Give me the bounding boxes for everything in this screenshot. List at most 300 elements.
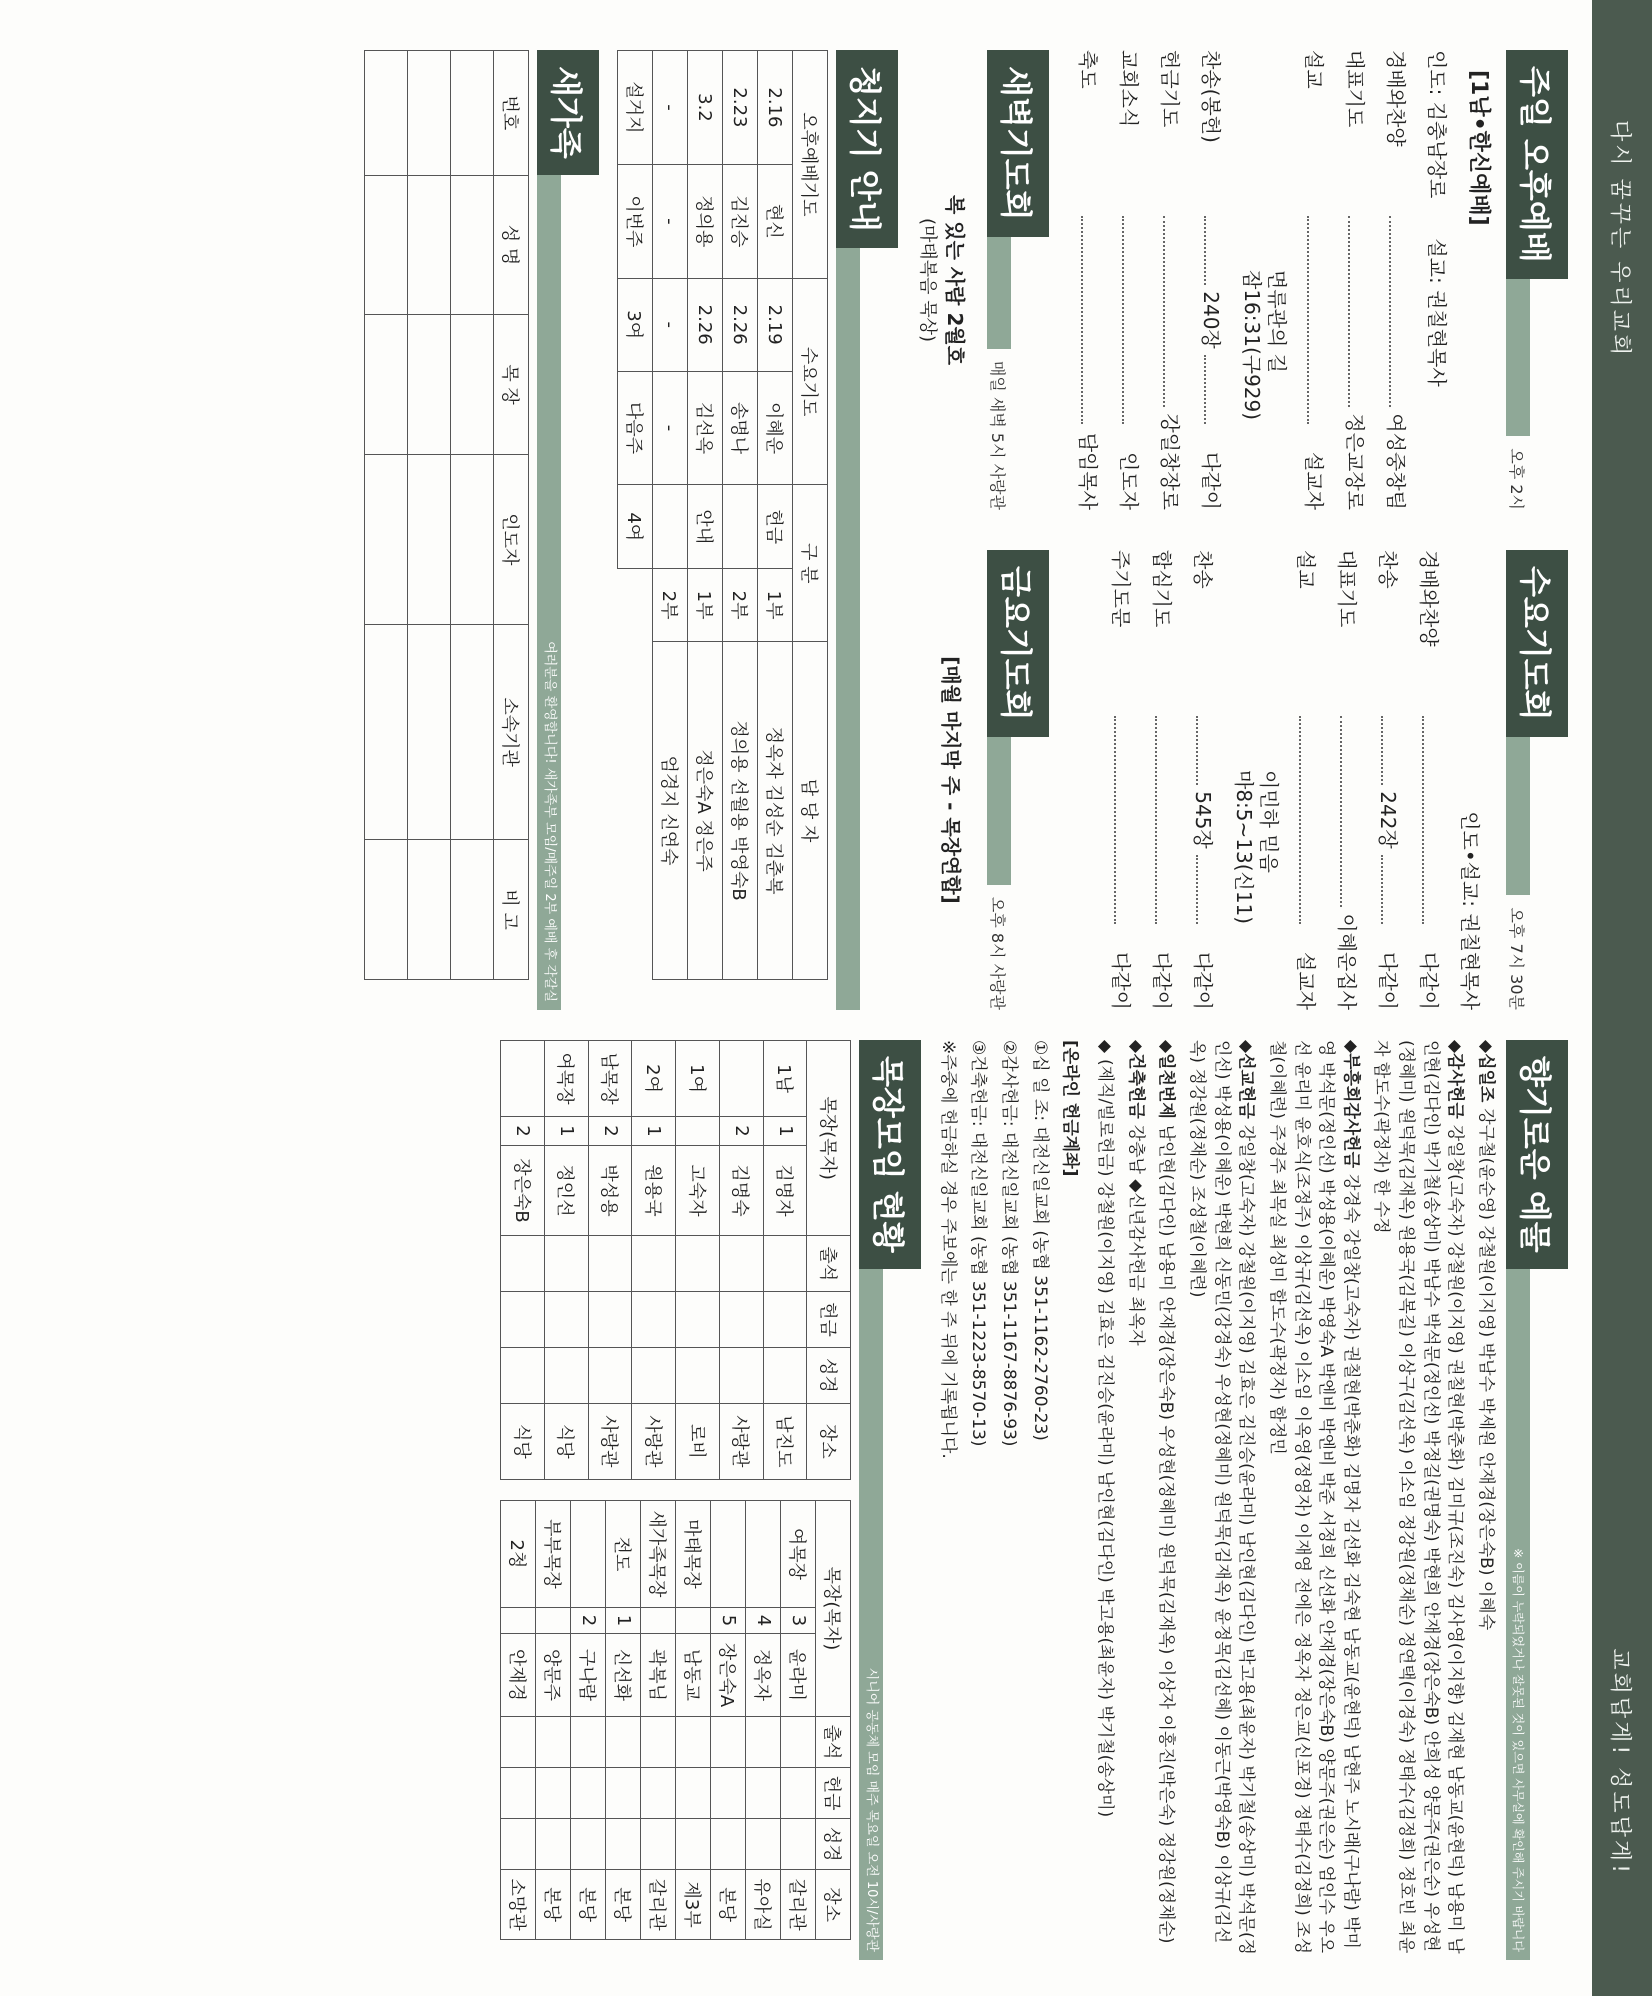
order-label: 주기도문 xyxy=(1109,550,1133,628)
order-value: 정은교장로 xyxy=(1343,413,1367,510)
mokjang-banner: 시니어 공동체 모임 매주 목요일 오전 10시/사랑관 xyxy=(859,1269,883,1960)
dawn-text: 복 있는 사람 2월호 xyxy=(943,194,967,366)
mokjang-cell xyxy=(571,1501,606,1608)
roles-cell: 2.26 xyxy=(723,278,758,371)
mokjang-cell: 2 xyxy=(588,1117,632,1146)
order-value: 다같이 xyxy=(1109,952,1133,1010)
mokjang-row xyxy=(588,1041,632,1480)
newcomer-cell xyxy=(365,315,408,455)
roles-side-row xyxy=(618,51,653,980)
mokjang-cell xyxy=(746,1819,781,1870)
mokjang-cell xyxy=(781,1819,816,1870)
order-value: 다같이 xyxy=(1376,952,1400,1010)
roles-cell: - xyxy=(653,371,688,485)
order-value: 이혜운집사 xyxy=(1335,913,1359,1010)
mokjang-cell: 사랑관 xyxy=(588,1403,632,1479)
order-row xyxy=(1375,550,1404,1010)
roles-side-cell: 3여 xyxy=(618,278,653,371)
mokjang-cell: 고숙자 xyxy=(676,1145,720,1236)
roles-table xyxy=(617,50,828,980)
offering-item xyxy=(1123,1040,1148,1960)
order-row xyxy=(1383,50,1412,510)
prayer-row xyxy=(916,50,1043,1010)
order-label: 설교 xyxy=(1302,50,1326,89)
order-label: 경배와찬양 xyxy=(1417,550,1441,647)
mokjang-cell: 5 xyxy=(711,1607,746,1633)
offering-names: 강일창(고숙자) 강철원(이지영) 김효은 김진승(윤라미) 남인현(김다인) 박고용(최윤자) 박기철(송상미) 박석문(정인선) 박성용(이혜운) 박현희 신동민(강경숙) 우성현(정혜미) 원덕묵(김재옥) 윤정목(김선혜) 이동근(박영숙B) 이상규(김선옥) 정강원(정채순) 조성철(이혜련) xyxy=(1186,1040,1257,1955)
order-value: 다같이 xyxy=(1191,952,1215,1010)
newcomer-cell xyxy=(365,51,408,176)
newcomer-cell xyxy=(365,840,408,980)
sunday-pm-order xyxy=(1075,50,1412,510)
mokjang-row xyxy=(501,1041,545,1480)
order-label: 설교 xyxy=(1294,550,1318,589)
newcomer-cell xyxy=(408,454,451,624)
dawn-place: 사랑관 xyxy=(988,463,1007,510)
title-bar xyxy=(836,248,860,1010)
offering-kind: ◆감사헌금 xyxy=(1445,1040,1466,1125)
offering-list xyxy=(1092,1040,1498,1960)
dawn-section xyxy=(916,50,1043,510)
mokjang-cell xyxy=(536,1607,571,1633)
mokjang-row xyxy=(501,1501,536,1940)
mokjang-cell xyxy=(711,1501,746,1608)
roles-cell: 1부 xyxy=(758,568,793,641)
mokjang-row xyxy=(719,1041,763,1480)
roles-cell: 김선옥 xyxy=(688,371,723,485)
mokjang-cell xyxy=(711,1768,746,1819)
mokjang-cell xyxy=(606,1768,641,1819)
mokjang-cell xyxy=(501,1041,545,1117)
mokjang-cell: 윤라미 xyxy=(781,1634,816,1717)
mokjang-row xyxy=(544,1041,588,1480)
mokjang-cell: 김명자 xyxy=(763,1145,807,1236)
order-dots xyxy=(1114,716,1137,924)
order-value: 인도자 xyxy=(1117,452,1141,510)
offering-item xyxy=(1092,1040,1117,1960)
bank-line: ②감사헌금: 대전신일교회 (농협 351-1167-8876-93) xyxy=(999,1040,1020,1447)
mokjang-cell xyxy=(676,1236,720,1292)
mokjang-cell xyxy=(536,1819,571,1870)
newcomer-title-text: 새가족 xyxy=(537,50,599,175)
newcomer-cell xyxy=(451,624,494,839)
roles-cell: 송명나 xyxy=(723,371,758,485)
friday-title-text: 금요기도회 xyxy=(987,550,1049,737)
mokjang-cell xyxy=(606,1716,641,1767)
mokjang-cell: 1 xyxy=(632,1117,676,1146)
order-dots xyxy=(1196,855,1219,924)
offering-title xyxy=(1506,1040,1562,1960)
mokjang-cell: 부부목장 xyxy=(536,1501,571,1608)
mokjang-cell: 제3부 xyxy=(676,1870,711,1940)
bank-title: [온라인 헌금계좌] xyxy=(1060,1040,1081,1177)
newcomer-row xyxy=(408,51,451,980)
roles-cell: 헌금 xyxy=(758,485,793,569)
mokjang-cell xyxy=(746,1501,781,1608)
roles-cell xyxy=(723,485,758,569)
offering-names: 강경숙 강일창(고숙자) 권칠현(박춘화) 김명자 김선화 김숙현 남동교(윤현덕) 남현주 노시래(구나람) 박미영 박석문(정인선) 박성용(이혜운) 박영숙A 박엔비 박엔비 박준 서정희 신선화 안재경(장은숙B) 양문주(권은순) 엄인수 우오선 윤리미 윤호식(조정주) 이상규(김선옥) 이소임 이옥영(정영자) 이재영 전에은 정옥자 정은교(신포경) 정태수(김정희) 조성철(이혜련) 주경주 최목실 최성미 함도수(곽정자) 함정민 xyxy=(1266,1040,1361,1955)
mokjang-header-cell: 헌금 xyxy=(807,1292,851,1348)
mokjang-header-cell: 장소 xyxy=(807,1403,851,1479)
order-dots xyxy=(1381,855,1404,924)
friday-time xyxy=(987,897,1010,1010)
order-label: 합심기도 xyxy=(1150,550,1174,628)
mokjang-cell: 2청 xyxy=(501,1501,536,1608)
mokjang-cell: 본당 xyxy=(711,1870,746,1940)
wednesday-time: 오후 7시 30분 xyxy=(1507,907,1526,1010)
mokjang-cell: 2 xyxy=(571,1607,606,1633)
offering-kind: ◆일천번제 xyxy=(1156,1040,1177,1125)
preacher: 설교: 권칠현목사 xyxy=(1425,238,1449,387)
title-bar xyxy=(987,237,1011,349)
mokjang-cell xyxy=(676,1607,711,1633)
mokjang-cell: 유아실 xyxy=(746,1870,781,1940)
mokjang-cell: 남동교 xyxy=(676,1634,711,1717)
roles-header-cell: 담 당 자 xyxy=(793,642,828,980)
title-bar xyxy=(1506,279,1530,437)
mokjang-cell xyxy=(501,1768,536,1819)
offering-names: 강일창(고숙자) 강철원(이지영) 권칠현(박춘화) 김미규(조진숙) 김사영(이지향) 김재현 남동교(윤현덕) 남용미 남인현(김다인) 박기철(송상미) 박남수 박석문(정인선) 박정길(권명숙) 박현희 안재경(장은숙B) 안희성 양문주(권은순) 우성현(정혜미) 원덕묵(김재옥) 원용국(김복길) 이상구(김선옥) 이소임 정강원(정채순) 정연택(이경숙) 정태수(김정희) 정호빈 최윤자 함도수(곽정자) 한 수정 xyxy=(1371,1040,1466,1954)
order-dots xyxy=(1081,216,1104,424)
mokjang-cell xyxy=(632,1347,676,1403)
mokjang-row xyxy=(571,1501,606,1940)
mokjang-cell: 박성용 xyxy=(588,1145,632,1236)
roles-cell: - xyxy=(653,278,688,371)
order-label: 헌금기도 xyxy=(1158,50,1182,128)
mokjang-header-cell: 성경 xyxy=(816,1819,851,1870)
mokjang-cell xyxy=(763,1236,807,1292)
mokjang-row xyxy=(641,1501,676,1940)
order-dots xyxy=(1389,216,1412,407)
newcomer-cell xyxy=(365,454,408,624)
newcomer-table xyxy=(364,50,529,980)
roles-cell: - xyxy=(653,51,688,165)
newcomer-cell xyxy=(451,51,494,176)
mokjang-header-cell: 장소 xyxy=(816,1870,851,1940)
mokjang-cell xyxy=(501,1292,545,1348)
mokjang-cell: 2 xyxy=(501,1117,545,1146)
mokjang-cell: 4 xyxy=(746,1607,781,1633)
offering-names: (제직/빌로헌금) 강철원(이지영) 김효은 김진승(윤라미) 남인현(김다인) 박고용(최윤자) 박기철(송상미) xyxy=(1095,1059,1116,1818)
roles-cell: 2.16 xyxy=(758,51,793,165)
services-row xyxy=(1063,50,1562,1010)
roles-cell: 1부 xyxy=(688,568,723,641)
newcomer-cell xyxy=(451,315,494,455)
order-value: 강일창장로 xyxy=(1158,413,1182,510)
order-dots xyxy=(1348,216,1371,407)
newcomer-header-cell: 인도자 xyxy=(494,454,529,624)
mokjang-row xyxy=(676,1041,720,1480)
mokjang-header-cell: 출석 xyxy=(807,1236,851,1292)
mokjang-cell: 1 xyxy=(544,1117,588,1146)
offering-kind: ◆십일조 xyxy=(1476,1040,1496,1109)
roles-header-row xyxy=(793,51,828,980)
roles-cell: 정의용 xyxy=(688,164,723,278)
wednesday-title xyxy=(1506,550,1562,1010)
roles-cell: 2.23 xyxy=(723,51,758,165)
offering-names: 남인현(김다인) 남용미 안재경(장은숙B) 우성현(정혜미) 원덕묵(김재옥) 이상자 이홍진(박은숙) 정강원(정채순) xyxy=(1156,1124,1177,1944)
mokjang-cell: 1 xyxy=(763,1117,807,1146)
roles-cell: 이혜운 xyxy=(758,371,793,485)
mokjang-cell xyxy=(501,1607,536,1633)
order-value: 다같이 xyxy=(1417,952,1441,1010)
mokjang-cell xyxy=(501,1819,536,1870)
mokjang-cell xyxy=(676,1117,720,1146)
title-bar xyxy=(1506,737,1530,896)
order-label: 찬송 xyxy=(1376,550,1400,589)
roles-cell: 정옥자 김성순 김춘복 xyxy=(758,642,793,980)
mokjang-cell xyxy=(711,1819,746,1870)
mokjang-cell: 양문주 xyxy=(536,1634,571,1717)
order-label: 찬송 xyxy=(1191,550,1215,589)
newcomer-cell xyxy=(451,175,494,315)
mokjang-header-row xyxy=(807,1041,851,1480)
mokjang-cell: 로비 xyxy=(676,1403,720,1479)
title-bar xyxy=(987,737,1011,885)
order-row xyxy=(1075,50,1104,510)
mokjang-cell xyxy=(544,1292,588,1348)
newcomer-header-cell: 성 명 xyxy=(494,175,529,315)
mokjang-cell xyxy=(641,1768,676,1819)
order-value: 설교자 xyxy=(1302,452,1326,510)
wednesday-order xyxy=(1108,550,1445,1010)
newcomer-title xyxy=(537,50,593,1010)
mokjang-cell: 갈리관 xyxy=(781,1870,816,1940)
mokjang-cell: 소망관 xyxy=(501,1870,536,1940)
mokjang-cell xyxy=(632,1292,676,1348)
newcomer-cell xyxy=(408,51,451,176)
order-row xyxy=(1198,50,1227,510)
mokjang-cell: 여목장 xyxy=(544,1041,588,1117)
wednesday-leader-row xyxy=(1457,550,1486,1010)
mokjang-cell xyxy=(588,1292,632,1348)
mokjang-header-cell: 헌금 xyxy=(816,1768,851,1819)
order-row xyxy=(1149,550,1178,1010)
mokjang-cell: 2 xyxy=(719,1117,763,1146)
order-row xyxy=(1416,550,1445,1010)
mokjang-cell: 김명숙 xyxy=(719,1145,763,1236)
roles-row xyxy=(723,51,758,980)
offering-kind: ◆부흥회감사헌금 xyxy=(1340,1040,1361,1174)
mokjang-cell xyxy=(544,1236,588,1292)
mokjang-cell xyxy=(676,1716,711,1767)
mokjang-cell: 2여 xyxy=(632,1041,676,1117)
newcomer-header-row xyxy=(494,51,529,980)
roles-cell: 2.26 xyxy=(688,278,723,371)
order-row xyxy=(1157,50,1186,510)
mokjang-cell xyxy=(781,1716,816,1767)
mokjang-row xyxy=(763,1041,807,1480)
sermon-text: 잠16:31(구929) xyxy=(1240,270,1264,421)
mokjang-cell xyxy=(588,1347,632,1403)
newcomer-cell xyxy=(408,840,451,980)
mokjang-cell: 새가족목장 xyxy=(641,1501,676,1608)
mokjang-cell: 구나람 xyxy=(571,1634,606,1717)
mokjang-cell: 장은숙A xyxy=(711,1634,746,1717)
mokjang-cell: 장은숙B xyxy=(501,1145,545,1236)
mokjang-header-cell: 성경 xyxy=(807,1347,851,1403)
mokjang-cell xyxy=(571,1819,606,1870)
mokjang-cell xyxy=(501,1716,536,1767)
header-band xyxy=(1592,0,1652,1996)
sunday-pm-section xyxy=(1063,50,1562,510)
mokjang-cell xyxy=(711,1716,746,1767)
newcomer-cell xyxy=(408,315,451,455)
sermon-text: 마8:5~13(신11) xyxy=(1232,770,1256,925)
mokjang-cell: 1 xyxy=(606,1607,641,1633)
order-value: 다같이 xyxy=(1150,952,1174,1010)
order-value: 여성중창팀 xyxy=(1384,413,1408,510)
mokjang-cell: 1남 xyxy=(763,1041,807,1117)
offering-kind: ◆ xyxy=(1095,1040,1116,1059)
mokjang-cell: 사랑관 xyxy=(719,1403,763,1479)
order-value: 다같이 xyxy=(1199,452,1223,510)
roles-row xyxy=(653,51,688,980)
order-label: 교회소식 xyxy=(1117,50,1141,128)
mokjang-table-right xyxy=(500,1500,851,1940)
left-column xyxy=(364,50,1562,1010)
roles-cell: 정은숙A 정은주 xyxy=(688,642,723,980)
mokjang-cell xyxy=(588,1236,632,1292)
order-hymn: 242장 xyxy=(1376,791,1400,849)
order-label: 경배와찬양 xyxy=(1384,50,1408,147)
mokjang-cell: 식당 xyxy=(501,1403,545,1479)
mokjang-cell xyxy=(632,1236,676,1292)
mokjang-cell: 본당 xyxy=(536,1870,571,1940)
offering-item xyxy=(1154,1040,1179,1960)
order-label: 찬송(봉헌) xyxy=(1199,50,1223,143)
header-left-text: 다시 꿈꾸는 우리교회 xyxy=(1607,120,1633,359)
roles-header-cell: 수요기도 xyxy=(793,278,828,485)
mokjang-cell xyxy=(571,1716,606,1767)
order-dots xyxy=(1340,716,1363,907)
roles-side-cell: 이번주 xyxy=(618,164,653,278)
roles-row xyxy=(688,51,723,980)
mokjang-cell xyxy=(536,1716,571,1767)
mokjang-cell: 전도 xyxy=(606,1501,641,1608)
order-dots xyxy=(1122,216,1145,424)
mokjang-cell xyxy=(719,1292,763,1348)
offering-item xyxy=(1184,1040,1258,1960)
roles-row xyxy=(758,51,793,980)
roles-title-text: 청지기 안내 xyxy=(836,50,898,248)
order-dots xyxy=(1163,216,1186,407)
wednesday-section xyxy=(1063,550,1562,1010)
roles-side-cell: 설거지 xyxy=(618,51,653,165)
mokjang-cell xyxy=(746,1768,781,1819)
mokjang-cell xyxy=(501,1236,545,1292)
order-row xyxy=(1293,550,1322,1010)
newcomer-header-cell: 번호 xyxy=(494,51,529,176)
dawn-sub: (마태복음 묵상) xyxy=(917,217,938,343)
newcomer-header-cell: 비 고 xyxy=(494,840,529,980)
mokjang-row xyxy=(711,1501,746,1940)
roles-cell: 현신 xyxy=(758,164,793,278)
mokjang-cell: 본당 xyxy=(606,1870,641,1940)
mokjang-cell xyxy=(641,1716,676,1767)
newcomer-section xyxy=(364,50,593,1010)
mokjang-cell: 곽복님 xyxy=(641,1634,676,1717)
newcomer-cell xyxy=(408,175,451,315)
order-dots xyxy=(1155,716,1178,924)
mokjang-cell xyxy=(676,1292,720,1348)
order-label: 대표기도 xyxy=(1335,550,1359,628)
mokjang-cell xyxy=(719,1236,763,1292)
newcomer-header-cell: 목 장 xyxy=(494,315,529,455)
roles-title xyxy=(836,50,892,1010)
roles-cell: - xyxy=(653,164,688,278)
mokjang-cell: 신선화 xyxy=(606,1634,641,1717)
roles-header-cell: 오후예배기도 xyxy=(793,51,828,279)
bank-line: ③건축헌금: 대전신일교회 (농협 351-1223-8570-13) xyxy=(968,1040,989,1447)
mokjang-header-cell: 목장(목자) xyxy=(816,1501,851,1717)
mokjang-cell xyxy=(763,1292,807,1348)
order-dots xyxy=(1422,716,1445,924)
newcomer-cell xyxy=(365,624,408,839)
mokjang-cell: 정인선 xyxy=(544,1145,588,1236)
offering-note: ※ 이름이 누락되었거나 잘못된 것이 있으면 사무실에 확인해 주시기 바랍니다 xyxy=(1506,1269,1530,1960)
mokjang-title-text: 목장모임 현황 xyxy=(859,1040,921,1269)
mokjang-cell: 안재경 xyxy=(501,1634,536,1717)
friday-section xyxy=(916,550,1043,1010)
mokjang-cell: 정옥자 xyxy=(746,1634,781,1717)
wednesday-leader: 인도•설교: 권칠현목사 xyxy=(1458,811,1482,1010)
mokjang-cell: 사랑관 xyxy=(632,1403,676,1479)
sunday-pm-leaders xyxy=(1424,50,1453,510)
bank-line: ※주중에 헌금하실 경우 주보에는 한 주 뒤에 기록됩니다. xyxy=(937,1040,958,1459)
sunday-pm-time: 오후 2시 xyxy=(1507,448,1526,510)
mokjang-section xyxy=(500,1040,915,1960)
order-value: 설교자 xyxy=(1294,952,1318,1010)
newcomer-banner: 여러분을 환영합니다! 새가족부 모임/매주일 2부 예배 후 각갈실 xyxy=(537,175,561,1010)
friday-title xyxy=(987,550,1043,1010)
mokjang-header-cell: 목장(목자) xyxy=(807,1041,851,1236)
mokjang-cell: 3 xyxy=(781,1607,816,1633)
mokjang-row xyxy=(746,1501,781,1940)
roles-cell: 3.2 xyxy=(688,51,723,165)
order-dots xyxy=(1196,716,1219,785)
mokjang-cell xyxy=(501,1347,545,1403)
sunday-pm-title-text: 주일 오후예배 xyxy=(1506,50,1568,279)
offering-names: 강구철(윤순영) 강철원(이지영) 박남수 박세원 안재경(장은숙B) 이혜숙 xyxy=(1476,1108,1496,1631)
order-value: 담임목사 xyxy=(1076,432,1100,510)
bank-info xyxy=(935,1040,1082,1960)
dawn-title-text: 새벽기도회 xyxy=(987,50,1049,237)
roles-header-cell: 구 분 xyxy=(793,485,828,642)
roles-cell: 2부 xyxy=(653,568,688,641)
mokjang-cell: 1여 xyxy=(676,1041,720,1117)
order-row xyxy=(1116,50,1145,510)
mokjang-cell xyxy=(781,1768,816,1819)
mokjang-cell xyxy=(763,1347,807,1403)
mokjang-row xyxy=(632,1041,676,1480)
mokjang-cell: 마태목장 xyxy=(676,1501,711,1608)
order-row xyxy=(1108,550,1137,1010)
mokjang-row xyxy=(536,1501,571,1940)
order-row xyxy=(1342,50,1371,510)
mokjang-cell xyxy=(719,1347,763,1403)
offering-names: 강충남 ◆신년감사헌금 최옥자 xyxy=(1125,1124,1146,1346)
order-row xyxy=(1190,550,1219,1010)
roles-cell xyxy=(653,485,688,569)
order-row xyxy=(1301,50,1330,510)
order-dots xyxy=(1204,355,1227,424)
newcomer-cell xyxy=(451,840,494,980)
offering-item xyxy=(1473,1040,1498,1960)
friday-place: 사랑관 xyxy=(988,963,1007,1010)
newcomer-cell xyxy=(408,624,451,839)
newcomer-header-cell: 소속기관 xyxy=(494,624,529,839)
